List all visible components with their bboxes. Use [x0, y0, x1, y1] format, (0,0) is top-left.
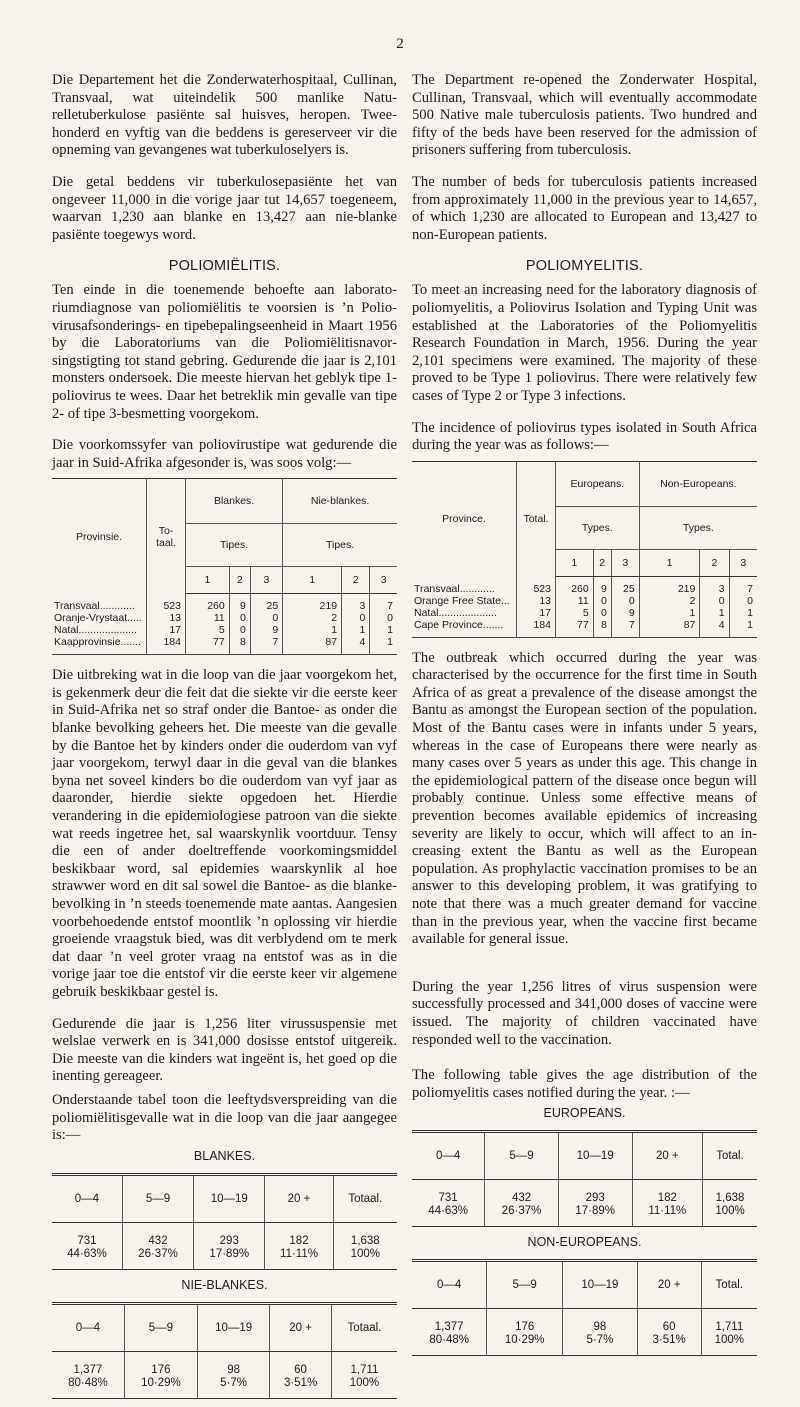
table-row: Kaapprovinsie....... 184 77 8 7 87 4 1: [54, 636, 393, 649]
header-group-1: Europeans.: [556, 461, 640, 506]
table-caption: EUROPEANS.: [543, 1106, 626, 1121]
type-1: 1: [186, 567, 230, 594]
paragraph: The Department re-opened the Zonderwater Hospital, Cullinan, Transvaal, which will eventually accommodate 500 Native male tuberculosis patients. Two hundred and fifty of the beds have been reserved for the admission of prisoners suffering from tuberculosis.: [412, 72, 757, 159]
type-1: 1: [283, 567, 342, 594]
type-3: 3: [611, 549, 639, 576]
header-types: Tipes.: [283, 524, 397, 567]
afrikaans-column: [52, 72, 397, 1407]
incidence-table: [52, 478, 397, 655]
section-heading: POLIOMYELITIS.: [525, 258, 644, 275]
table-row: Transvaal............ 523 260 9 25 219 3 7: [54, 600, 393, 613]
paragraph: The incidence of poliovirus types isolated in South Africa during the year was as follows:—: [412, 419, 757, 454]
table-caption: NON-EUROPEANS.: [527, 1235, 642, 1250]
age-table-2: 0—4 5—9 10—19 20 + Totaal. 1,377 80·48% 176 10·29% 98 5·7% 60 3·51% 1,711 100%: [52, 1302, 397, 1399]
paragraph: The following table gives the age distribution of the poliomyelitis cases notified during the year. :—: [412, 1067, 757, 1101]
type-2: 2: [700, 549, 729, 576]
paragraph: To meet an increasing need for the laboratory diagnosis of poliomyelitis, a Poliovirus Isolation and Typing Unit was established at the Laboratories of the Poliomyelitis Research Foundation in March, 1956. During the year 2,101 specimens were examined. The majority of these proved to be Type 1 poliovirus. There were relatively few cases of Type 2 or Type 3 infections.: [412, 282, 757, 404]
type-3: 3: [370, 567, 397, 594]
header-types: Types.: [556, 506, 640, 549]
header-total: To- taal.: [147, 479, 186, 594]
header-group-2: Nie-blankes.: [310, 495, 370, 508]
incidence-table: [412, 461, 757, 638]
type-2: 2: [593, 549, 611, 576]
header-group-1: Blankes.: [186, 479, 283, 524]
paragraph: The number of beds for tuberculosis patients increased from approximately 11,000 in the previous year to 14,657, of which 1,230 are allocated to European and 13,427 to non-European patients.: [412, 173, 757, 243]
header-province: Province.: [412, 461, 517, 576]
table-row: Natal.................... 17 5 0 9 1 1 1: [414, 606, 753, 619]
paragraph: Gedurende die jaar is 1,256 liter virussuspensie met welslae verwerk en is 341,000 dosisse entstof uitgereik. Die meeste van die kinders wat ingeënt is, het goed op die inenting gereageer.: [52, 1015, 397, 1085]
header-types: Types.: [639, 506, 757, 549]
type-2: 2: [229, 567, 250, 594]
paragraph: Die Departement het die Zonderwaterhospitaal, Cullinan, Transvaal, wat uiteindelik 500 manlike Naturelletuberkulose pasiënte sal huisves, heropen. Tweehonderd en vyftig van die beddens is gereserveer vir die opneming van gevangenes wat tuberkuloselyers is.: [52, 72, 397, 159]
paragraph: During the year 1,256 litres of virus suspension were successfully processed and 341,000 doses of vaccine were issued. The majority of children vaccinated have responded well to the vaccination.: [412, 978, 757, 1048]
type-1: 1: [639, 549, 700, 576]
paragraph: Die getal beddens vir tuberkulosepasiënte het van ongeveer 11,000 in die vorige jaar tut 14,657 toegeneem, waarvan 1,230 aan blanke en 13,427 aan nie-blanke pasiënte toegewys word.: [52, 173, 397, 243]
section-heading: POLIOMIËLITIS.: [168, 258, 281, 275]
type-1: 1: [556, 549, 594, 576]
table-row: Orange Free State... 13 11 0 0 2 0 0: [414, 594, 753, 607]
age-table-1: 0—4 5—9 10—19 20 + Totaal. 731 44·63% 432 26·37% 293 17·89% 182 11·11% 1,638 100%: [52, 1173, 397, 1270]
paragraph: The outbreak which occurred during the year was characterised by the occurrence for the first time in South Africa of as great a prevalence of the disease amongst the Bantu as amongst the European section of the population. Most of the Bantu cases were in infants under 5 years, whereas in the case of Europeans there were nearly as many cases over 5 years as under this age. This change in the epidemiological pattern of the disease once begun will probably continue. Unless some effective means of prevention becomes available epidemics of increasing severity are likely to occur, which will affect to an increasing extent the Bantu as well as the European population. As prophylactic vaccination promises to be an answer to this developing problem, it was gratifying to note that there was a much greater demand for vaccine than in the previous year, when the vaccine first became available for general issue.: [412, 649, 757, 948]
type-3: 3: [250, 567, 282, 594]
header-group-2: Non-Europeans.: [660, 477, 737, 490]
table-caption: BLANKES.: [193, 1148, 256, 1163]
table-row: Natal.................... 17 5 0 9 1 1 1: [54, 624, 393, 637]
table-row: Oranje-Vrystaat..... 13 11 0 0 2 0 0: [54, 612, 393, 625]
age-table-1: 0—4 5—9 10—19 20 + Total. 731 44·63% 432 26·37% 293 17·89% 182 11·11% 1,638 100%: [412, 1130, 757, 1227]
table-row: Cape Province....... 184 77 8 7 87 4 1: [414, 618, 753, 631]
paragraph: Onderstaande tabel toon die leeftydsverspreiding van die poliomiëlitisgevalle wat in die loop van die jaar aangegee is:—: [52, 1091, 397, 1144]
age-table-2: 0—4 5—9 10—19 20 + Total. 1,377 80·48% 176 10·29% 98 5·7% 60 3·51% 1,711 100%: [412, 1259, 757, 1356]
table-caption: NIE-BLANKES.: [181, 1277, 268, 1292]
type-3: 3: [729, 549, 757, 576]
header-total: Total.: [517, 461, 556, 576]
header-province: Provinsie.: [52, 479, 147, 594]
paragraph: Ten einde in die toenemende behoefte aan laboratoriumdiagnose van poliomiëlitis te voorsien is ’n Poliovirusafsonderings- en tipebepalingseenheid in Maart 1956 by die Laboratoriums van die Poliomiëlitisnavorsingstigting tot stand gebring. Gedurende die jaar is 2,101 monsters ondersoek. Die meeste hiervan het geblyk tipe 1-poliovirus te wees. Daar het betreklik min gevalle van tipe 2- of tipe 3-besmetting voorgekom.: [52, 282, 397, 422]
table-row: Transvaal............ 523 260 9 25 219 3 7: [414, 582, 753, 595]
paragraph: Die uitbreking wat in die loop van die jaar voorgekom het, is gekenmerk deur die feit dat die siekte vir die eerste keer in Suid-Afrika net so straf onder die Bantoe- as onder die blanke bevolking geheers het. Die meeste van die gevalle by die Bantoe het by kinders onder die ouderdom van vyf jaar voorgekom, terwyl daar in die geval van die blankes byna net soveel kinders bo die ouderdom van vyf jaar as daaronder, hierdie siekte opgedoen het. Hierdie verandering in die epidemiologiese patroon van die siekte wat reeds ingetree het, sal waarskynlik voortduur. Tensy die een of ander doeltreffende voorkomingsmiddel beskikbaar word, sal epidemies waarskynlik al hoe strawwer word en dit sal sowel die Bantoe- as die blanke-bevolking in ’n steeds toenemende mate aantas. Aangesien voorbehoedende entstof moontlik ’n oplossing vir hierdie groeiende vraagstuk bied, was dit verblydend om te merk dat daar ’n veel groter vraag na entstof was as in die vorige jaar toe die entstof vir die eerste keer vir algemene gebruik beskikbaar gestel is.: [52, 667, 397, 1000]
paragraph: Die voorkomssyfer van poliovirustipe wat gedurende die jaar in Suid-Afrika afgesonder is, was soos volg:—: [52, 437, 397, 471]
header-types: Tipes.: [186, 524, 283, 567]
english-column: [412, 72, 757, 1364]
type-2: 2: [342, 567, 370, 594]
page-number: 2: [396, 36, 404, 52]
